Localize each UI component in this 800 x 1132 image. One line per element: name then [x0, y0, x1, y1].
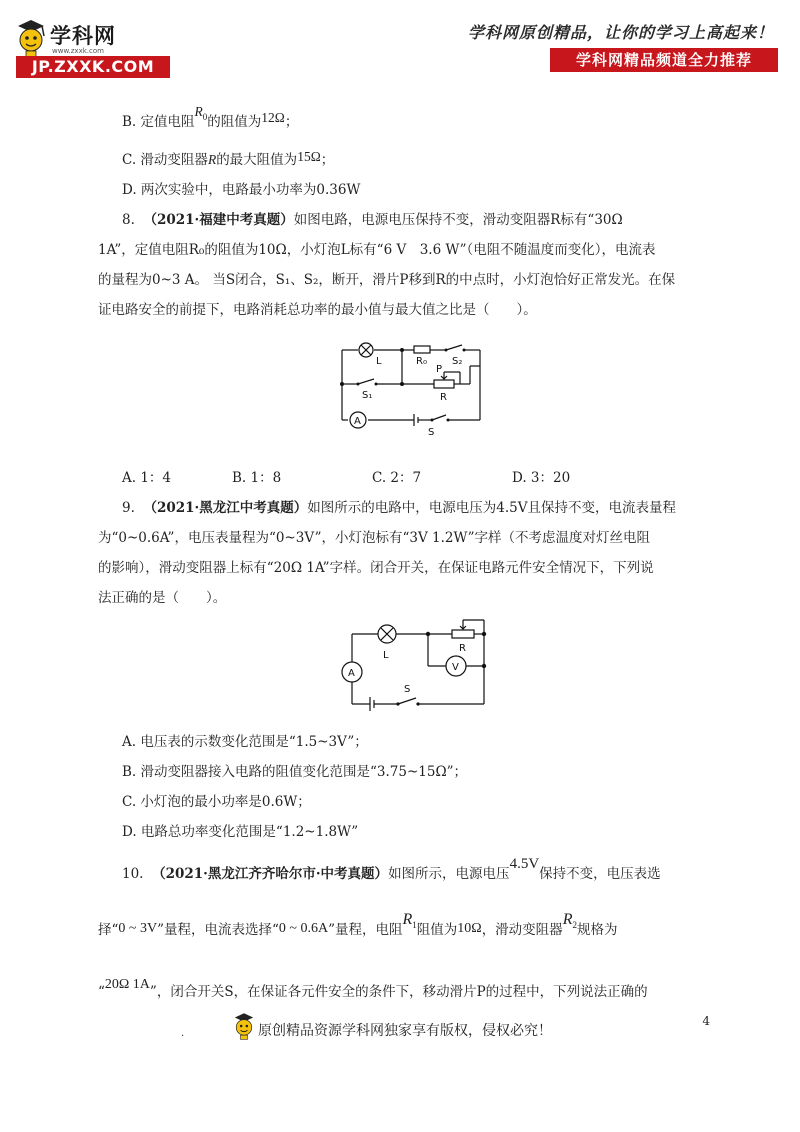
q8-label-r: R	[440, 392, 447, 403]
q8-option-b: B. 1：8	[232, 470, 282, 486]
mascot-icon	[14, 18, 48, 58]
q9-stem-line2: 为“0~0.6A”，电压表量程为“0~3V”，小灯泡标有“3V 1.2W”字样（不考虑温度对灯丝电阻	[98, 530, 651, 546]
q8-label-p: P	[436, 364, 443, 375]
site-logo[interactable]	[12, 16, 162, 76]
q10-stem-line1: 10. （2021·黑龙江齐齐哈尔市·中考真题）如图所示，电源电压4.5V保持不变，电压表选	[122, 856, 661, 882]
q8-option-a: A. 1：4	[122, 470, 172, 486]
q9-circuit-diagram	[336, 614, 492, 714]
mascot-icon	[232, 1010, 256, 1042]
footer-copyright: 原创精品资源学科网独家享有版权，侵权必究！	[258, 1023, 552, 1039]
q9-stem-line4: 法正确的是（ ）。	[98, 590, 227, 606]
logo-text: 学科网	[50, 24, 116, 48]
q8-label-r0: R₀	[416, 356, 427, 367]
q10-stem-line3: “20Ω 1A”，闭合开关S，在保证各元件安全的条件下，移动滑片P的过程中，下列说法正确的	[98, 977, 648, 1000]
page-number: 4	[702, 1014, 710, 1028]
q8-option-c: C. 2：7	[372, 470, 422, 486]
q8-option-d: D. 3：20	[512, 470, 571, 486]
q9-stem-line1: 9. （2021·黑龙江中考真题）如图所示的电路中，电源电压为4.5V且保持不变，电流表量程	[122, 500, 676, 516]
logo-subtext: www.zxxk.com	[52, 47, 104, 55]
q9-option-c: C. 小灯泡的最小功率是0.6W；	[122, 794, 311, 810]
q8-label-ammeter: A	[354, 416, 361, 427]
q8-label-s1: S₁	[362, 390, 373, 401]
header-slogan: 学科网原创精品，让你的学习上高起来！	[467, 23, 774, 42]
q8-circuit-diagram	[336, 336, 486, 438]
q9-option-a: A. 电压表的示数变化范围是“1.5~3V”；	[122, 734, 368, 750]
q8-stem-line2: 1A”，定值电阻R₀的阻值为10Ω，小灯泡L标有“6 V 3.6 W”（电阻不随温度而变化），电流表	[98, 242, 656, 258]
q8-label-s: S	[428, 427, 435, 438]
q9-label-r: R	[459, 643, 466, 654]
q7-option-b: B. 定值电阻$R_0$的阻值为12Ω；	[122, 104, 299, 130]
q8-stem-line4: 证电路安全的前提下，电路消耗总功率的最小值与最大值之比是（ ）。	[98, 302, 537, 318]
q7-option-d: D. 两次实验中，电路最小功率为0.36W	[122, 182, 361, 198]
q9-option-b: B. 滑动变阻器接入电路的阻值变化范围是“3.75~15Ω”；	[122, 764, 468, 780]
q9-stem-line3: 的影响），滑动变阻器上标有“20Ω 1A”字样。闭合开关，在保证电路元件安全情况下，下列说	[98, 560, 654, 576]
q9-label-voltmeter: V	[452, 662, 459, 673]
q8-label-lamp: L	[376, 356, 382, 367]
footer-dot: .	[181, 1028, 185, 1039]
q9-option-d: D. 电路总功率变化范围是“1.2~1.8W”	[122, 824, 359, 840]
q8-label-s2: S₂	[452, 356, 463, 367]
logo-url-banner: JP.ZXXK.COM	[16, 56, 170, 78]
q9-label-lamp: L	[383, 650, 389, 661]
q8-stem-line3: 的量程为0~3 A。 当S闭合，S₁、S₂，断开，滑片P移到R的中点时，小灯泡恰好正常发光。在保	[98, 272, 676, 288]
q7-option-c: C. 滑动变阻器R的最大阻值为15Ω；	[122, 149, 335, 168]
q8-stem-line1: 8. （2021·福建中考真题）如图电路，电源电压保持不变，滑动变阻器R标有“30Ω	[122, 212, 623, 228]
channel-banner: 学科网精品频道全力推荐	[550, 48, 778, 72]
q9-label-ammeter: A	[348, 668, 355, 679]
q10-stem-line2: 择“0 ~ 3V”量程，电流表选择“0 ~ 0.6A”量程，电阻$R_1$阻值为10Ω，滑动变阻器$R_2$规格为	[98, 911, 618, 938]
q9-label-s: S	[404, 684, 411, 695]
